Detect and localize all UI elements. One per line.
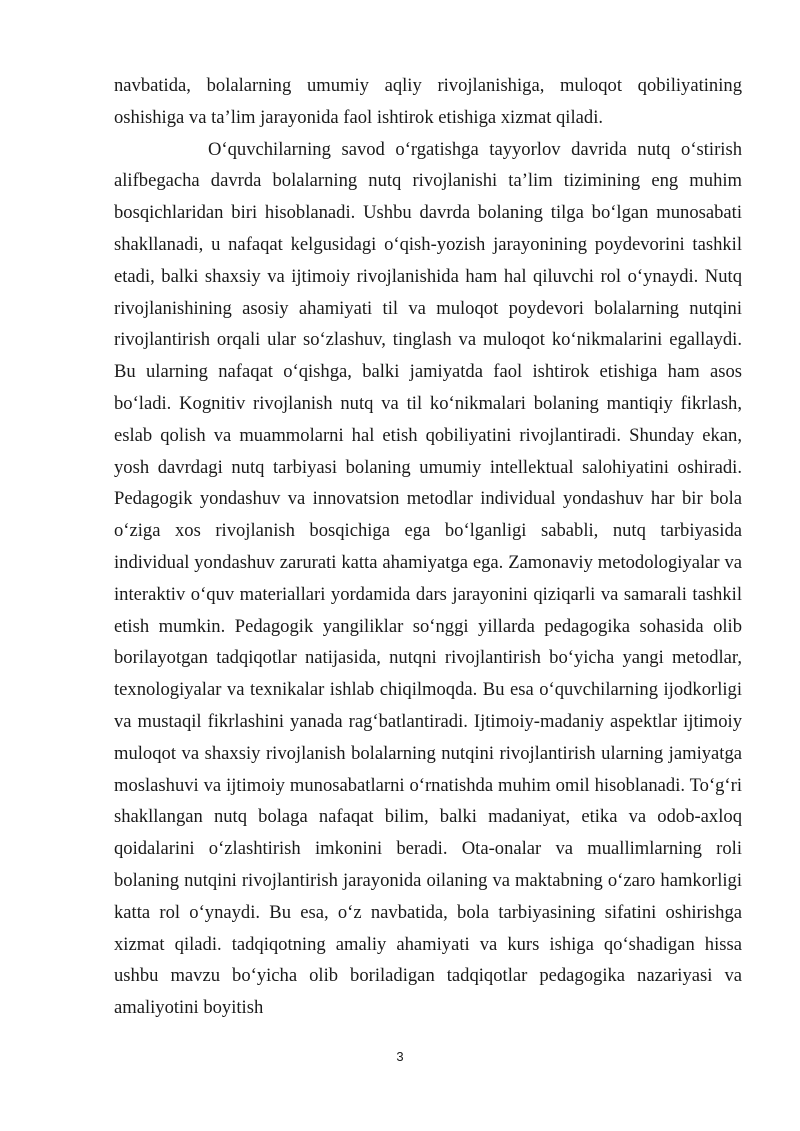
paragraph-continuation: navbatida, bolalarning umumiy aqliy rivojlanishiga, muloqot qobiliyatining oshishiga va ta’lim jarayonida faol ishtirok etishiga xizmat qiladi. <box>114 75 742 128</box>
page-number: 3 <box>396 1049 404 1064</box>
paragraph-main: O‘quvchilarning savod o‘rgatishga tayyorlov davrida nutq o‘stirish alifbegacha davrda bolalarning nutq rivojlanishi ta’lim tizimining eng muhim bosqichlaridan biri hisoblanadi. Ushbu davrda bolaning tilga bo‘lgan munosabati shakllanadi, u nafaqat kelgusidagi o‘qish-yozish jarayonining poydevorini tashkil etadi, balki shaxsiy va ijtimoiy rivojlanishida ham hal qiluvchi rol o‘ynaydi. Nutq rivojlanishining asosiy ahamiyati til va muloqot poydevori bolalarning nutqini rivojlantirish orqali ular so‘zlashuv, tinglash va muloqot ko‘nikmalarini egallaydi. Bu ularning nafaqat o‘qishga, balki jamiyatda faol ishtirok etishiga ham asos bo‘ladi. Kognitiv rivojlanish nutq va til ko‘nikmalari bolaning mantiqiy fikrlash, eslab qolish va muammolarni hal etish qobiliyatini rivojlantiradi. Shunday ekan, yosh davrdagi nutq tarbiyasi bolaning umumiy intellektual salohiyatini oshiradi. Pedagogik yondashuv va innovatsion metodlar individual yondashuv har bir bola o‘ziga xos rivojlanish bosqichiga ega bo‘lganligi sababli, nutq tarbiyasida individual yondashuv zarurati katta ahamiyatga ega. Zamonaviy metodologiyalar va interaktiv o‘quv materiallari yordamida dars jarayonini qiziqarli va samarali tashkil etish mumkin. Pedagogik yangiliklar so‘nggi yillarda pedagogika sohasida olib borilayotgan tadqiqotlar natijasida, nutqni rivojlantirish bo‘yicha yangi metodlar, texnologiyalar va texnikalar ishlab chiqilmoqda. Bu esa o‘quvchilarning ijodkorligi va mustaqil fikrlashini yanada rag‘batlantiradi. Ijtimoiy-madaniy aspektlar ijtimoiy muloqot va shaxsiy rivojlanish bolalarning nutqini rivojlantirish ularning jamiyatga moslashuvi va ijtimoiy munosabatlarni o‘rnatishda muhim omil hisoblanadi. To‘g‘ri shakllangan nutq bolaga nafaqat bilim, balki madaniyat, etika va odob-axloq qoidalarini o‘zlashtirish imkonini beradi. Ota-onalar va muallimlarning roli bolaning nutqini rivojlantirish jarayonida oilaning va maktabning o‘zaro hamkorligi katta rol o‘ynaydi. Bu esa, o‘z navbatida, bola tarbiyasining sifatini oshirishga xizmat qiladi. tadqiqotning amaliy ahamiyati va kurs ishiga qo‘shadigan hissa ushbu mavzu bo‘yicha olib boriladigan tadqiqotlar pedagogika nazariyasi va amaliyotini boyitish <box>114 138 742 1019</box>
body-text <box>114 70 742 1024</box>
